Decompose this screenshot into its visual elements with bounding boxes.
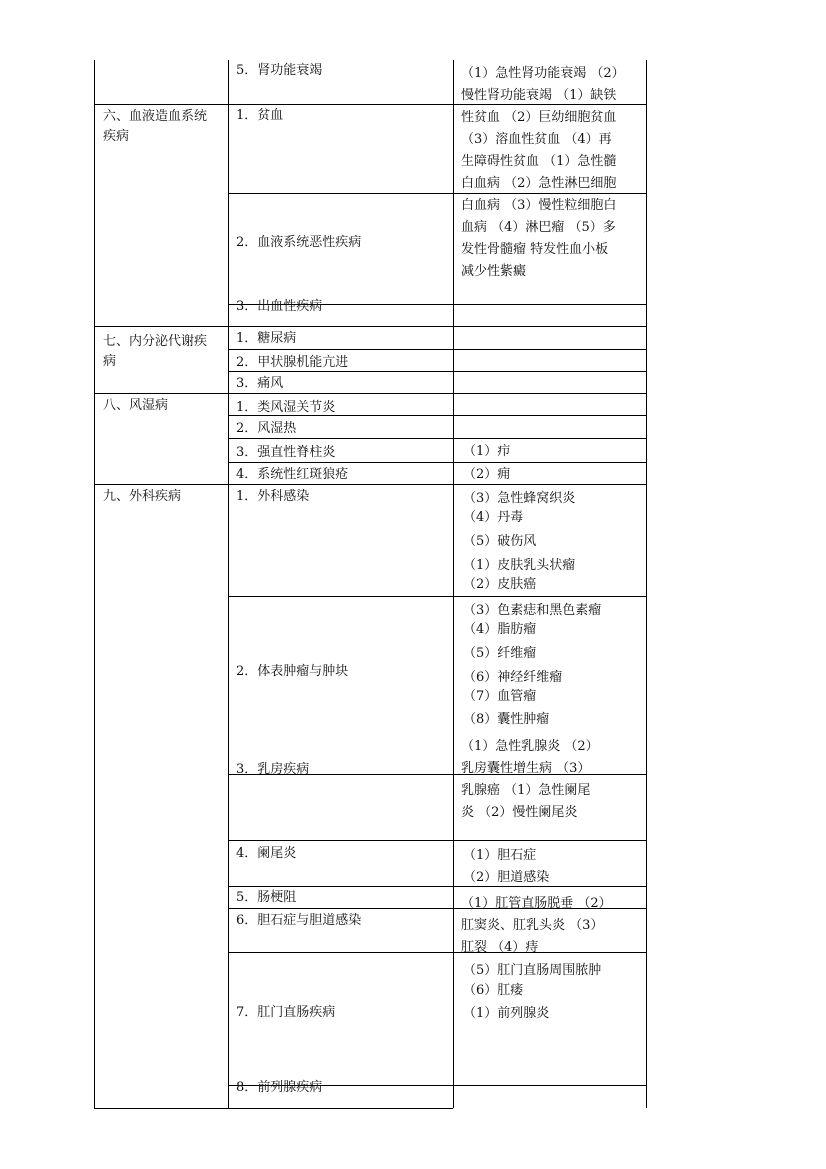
detail-line: 慢性肾功能衰竭 （1）缺铁	[461, 88, 617, 103]
detail-cellulitis: （3）急性蜂窝织炎	[463, 491, 576, 506]
grid-line	[228, 484, 453, 485]
detail-line: 白血病 （3）慢性粒细胞白	[461, 198, 617, 213]
category-line: 病	[103, 354, 117, 369]
detail-prostatitis: （1）前列腺炎	[463, 1006, 550, 1021]
detail-line: 白血病 （2）急性淋巴细胞	[461, 176, 617, 191]
disease-lupus: 4．系统性红斑狼疮	[236, 467, 349, 482]
grid-line	[453, 1085, 646, 1086]
disease-anemia: 1．贫血	[236, 108, 284, 123]
detail-block-breast	[461, 736, 599, 824]
detail-neurofibroma: （6）神经纤维瘤	[463, 670, 563, 685]
detail-line: 血病 （4）淋巴瘤 （5）多	[461, 220, 616, 235]
detail-line: （1）肛管直肠脱垂 （2）	[461, 896, 612, 911]
disease-gout: 3．痛风	[236, 376, 284, 391]
detail-carbuncle: （2）痈	[463, 467, 511, 482]
grid-line	[228, 104, 453, 105]
disease-breast: 3．乳房疾病	[236, 762, 310, 777]
disease-anorectal: 7．肛门直肠疾病	[236, 1005, 336, 1020]
detail-line: 乳腺癌 （1）急性阑尾	[461, 783, 591, 798]
detail-gallstone: （1）胆石症	[463, 848, 537, 863]
disease-rheumatoid-arthritis: 1．类风湿关节炎	[236, 400, 336, 415]
detail-line: （3）溶血性贫血 （4）再	[461, 132, 612, 147]
grid-line	[453, 393, 646, 394]
disease-diabetes: 1．糖尿病	[236, 331, 297, 346]
disease-prostate: 8．前列腺疾病	[236, 1080, 323, 1095]
grid-line	[228, 952, 453, 953]
category-rheumatism: 八、风湿病	[103, 398, 169, 413]
detail-biliary-infection: （2）胆道感染	[463, 870, 550, 885]
category-line: 疾病	[103, 129, 130, 144]
grid-line	[453, 484, 646, 485]
disease-rheumatic-fever: 2．风湿热	[236, 421, 297, 436]
category-surgery: 九、外科疾病	[103, 489, 182, 504]
detail-line: 性贫血 （2）巨幼细胞贫血	[461, 110, 617, 125]
detail-hemangioma: （7）血管瘤	[463, 689, 537, 704]
disease-body-surface-tumor: 2．体表肿瘤与肿块	[236, 664, 349, 679]
detail-line: 肛窦炎、肛乳头炎 （3）	[461, 918, 604, 933]
category-endocrine	[103, 332, 207, 372]
grid-line	[94, 326, 228, 327]
category-line: 六、血液造血系统	[103, 109, 208, 124]
detail-tetanus: （5）破伤风	[463, 534, 537, 549]
grid-line	[228, 349, 453, 350]
category-line: 七、内分泌代谢疾	[103, 334, 208, 349]
detail-line: 炎 （2）慢性阑尾炎	[461, 805, 578, 820]
grid-line	[228, 462, 453, 463]
grid-line	[94, 104, 228, 105]
grid-line	[453, 349, 646, 350]
grid-line	[94, 393, 228, 394]
grid-line	[453, 438, 646, 439]
disease-hemorrhagic: 3．出血性疾病	[236, 299, 323, 314]
detail-block-anal	[461, 893, 612, 959]
grid-line	[453, 326, 646, 327]
grid-line	[228, 326, 453, 327]
disease-gallstone-biliary: 6．胆石症与胆道感染	[236, 913, 362, 928]
category-blood	[103, 107, 207, 147]
grid-line	[646, 60, 647, 1108]
grid-line	[453, 371, 646, 372]
disease-ankylosing-spondylitis: 3．强直性脊柱炎	[236, 445, 336, 460]
grid-line	[94, 60, 95, 1108]
grid-line	[453, 60, 454, 1108]
disease-hyperthyroidism: 2．甲状腺机能亢进	[236, 355, 349, 370]
grid-line	[228, 438, 453, 439]
grid-line	[228, 908, 453, 909]
detail-erysipelas: （4）丹毒	[463, 510, 524, 525]
grid-line	[453, 304, 646, 305]
detail-skin-cancer: （2）皮肤癌	[463, 577, 537, 592]
disease-surgical-infection: 1．外科感染	[236, 489, 310, 504]
grid-line	[228, 840, 453, 841]
grid-line	[228, 1108, 453, 1109]
detail-block-blood	[461, 63, 625, 283]
detail-papilloma: （1）皮肤乳头状瘤	[463, 558, 576, 573]
detail-boil: （1）疖	[463, 444, 511, 459]
grid-line	[453, 840, 646, 841]
grid-line	[228, 596, 453, 597]
disease-blood-malignancy: 2．血液系统恶性疾病	[236, 235, 362, 250]
disease-intestinal-obstruction: 5．肠梗阻	[236, 890, 297, 905]
grid-line	[94, 484, 228, 485]
detail-lipoma: （4）脂肪瘤	[463, 622, 537, 637]
grid-line	[453, 462, 646, 463]
grid-line	[228, 886, 453, 887]
disease-appendicitis: 4．阑尾炎	[236, 846, 297, 861]
grid-line	[228, 60, 229, 1108]
disease-renal-failure: 5．肾功能衰竭	[236, 63, 323, 78]
detail-line: 生障碍性贫血 （1）急性髓	[461, 154, 617, 169]
detail-cystic-tumor: （8）囊性肿瘤	[463, 712, 550, 727]
detail-line: （1）急性肾功能衰竭 （2）	[461, 66, 625, 81]
grid-line	[453, 415, 646, 416]
grid-line	[453, 596, 646, 597]
detail-line: 减少性紫癜	[461, 264, 527, 279]
detail-line: 肛裂 （4）痔	[461, 940, 539, 955]
detail-line: 发性骨髓瘤 特发性血小板	[461, 242, 609, 257]
detail-perianal-abscess: （5）肛门直肠周围脓肿	[463, 963, 602, 978]
detail-line: 乳房囊性增生病 （3）	[461, 761, 591, 776]
detail-line: （1）急性乳腺炎 （2）	[461, 739, 599, 754]
grid-line	[228, 393, 453, 394]
grid-line	[94, 1108, 228, 1109]
grid-line	[228, 193, 453, 194]
detail-nevus-melanoma: （3）色素痣和黑色素瘤	[463, 603, 602, 618]
detail-anal-fistula: （6）肛瘘	[463, 983, 524, 998]
detail-fibroma: （5）纤维瘤	[463, 646, 537, 661]
